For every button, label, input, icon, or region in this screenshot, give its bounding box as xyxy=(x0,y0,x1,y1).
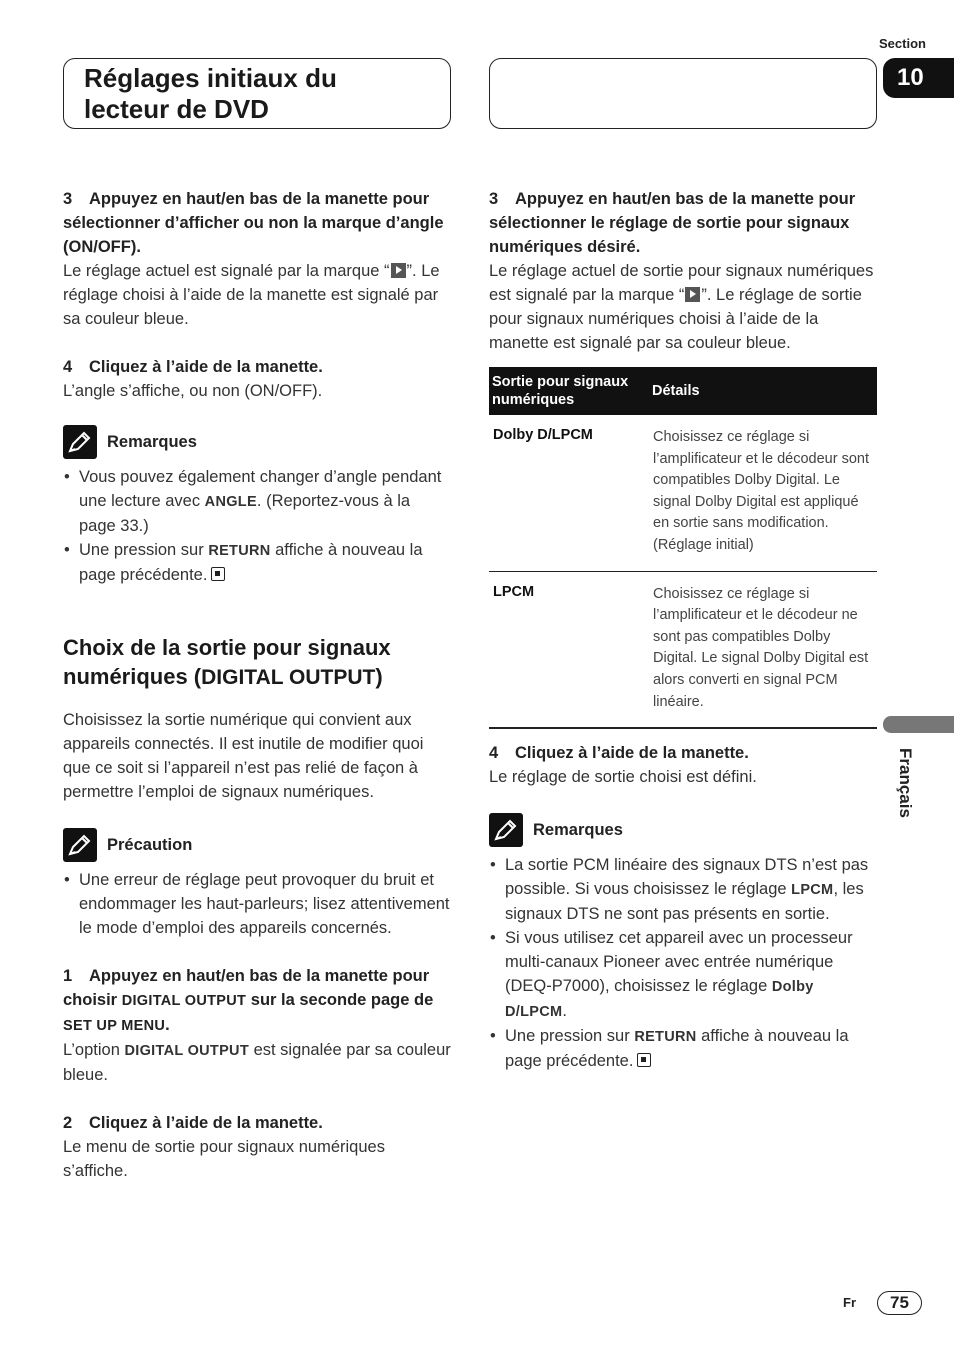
list-item: • Si vous utilisez cet appareil avec un processeur multi-canaux Pioneer avec entrée numérique (DEQ-P7000), choisissez le réglage Dolby D/LPCM. xyxy=(489,926,877,1024)
notes-header xyxy=(63,425,451,459)
step-1-heading: 1 Appuyez en haut/en bas de la manette pour choisir DIGITAL OUTPUT sur la seconde page de SET UP MENU. xyxy=(63,967,434,1034)
step-4-body: Le réglage de sortie choisi est défini. xyxy=(489,768,757,787)
language-tab xyxy=(883,716,954,733)
step-4-heading: 4 Cliquez à l’aide de la manette. xyxy=(489,744,749,763)
notes-title: Remarques xyxy=(107,432,197,451)
section-heading: Choix de la sortie pour signaux numériques (DIGITAL OUTPUT) xyxy=(63,635,391,689)
note-pencil-icon xyxy=(489,813,523,847)
language-label: Français xyxy=(896,748,915,818)
note-pencil-icon xyxy=(63,425,97,459)
section-label: Section xyxy=(879,36,926,51)
list-item: • Une pression sur RETURN affiche à nouveau la page précédente. xyxy=(489,1024,877,1073)
list-item: • Vous pouvez également changer d’angle pendant une lecture avec ANGLE. (Reportez-vous à la page 33.) xyxy=(63,465,451,538)
table-cell-detail: Choisissez ce réglage si l’amplificateur et le décodeur ne sont pas compatibles Dolby Digital. Le signal Dolby Digital est alors converti en signal PCM linéaire. xyxy=(649,571,877,728)
table-header-cell: Sortie pour signaux numériques xyxy=(489,367,649,415)
step-2-heading: 2 Cliquez à l’aide de la manette. xyxy=(63,1114,323,1132)
chapter-title-line2: lecteur de DVD xyxy=(84,94,269,124)
table-header-row xyxy=(489,367,877,415)
step-3-body: Le réglage actuel est signalé par la marque “ ”. Le réglage choisi à l’aide de la manette est signalé par sa couleur bleue. xyxy=(63,262,440,328)
section-number-tab: 10 xyxy=(883,58,954,98)
header-right-box xyxy=(489,58,877,129)
page-number: 75 xyxy=(877,1291,922,1315)
cursor-mark-icon xyxy=(685,287,700,302)
caution-header xyxy=(63,828,451,862)
notes-title: Remarques xyxy=(533,820,623,839)
digital-output-table xyxy=(489,367,877,729)
notes-list xyxy=(489,853,877,1073)
section-intro: Choisissez la sortie numérique qui convient aux appareils connectés. Il est inutile de modifier quoi que ce soit si l’appareil n’est pas relié de façon à permettre l’emploi de signaux numériques. xyxy=(63,711,424,801)
caution-title: Précaution xyxy=(107,835,193,854)
step-3-heading: 3 Appuyez en haut/en bas de la manette pour sélectionner le réglage de sortie pour signaux numériques désiré. xyxy=(489,190,856,256)
cursor-mark-icon xyxy=(391,263,406,278)
notes-header xyxy=(489,813,877,847)
table-header-cell: Détails xyxy=(649,367,877,415)
step-4-heading: 4 Cliquez à l’aide de la manette. xyxy=(63,358,323,376)
list-item: • Une erreur de réglage peut provoquer du bruit et endommager les haut-parleurs; lisez attentivement le mode d’emploi des appareils concernés. xyxy=(63,868,451,940)
notes-list xyxy=(63,465,451,587)
step-1-body: L’option DIGITAL OUTPUT est signalée par sa couleur bleue. xyxy=(63,1041,451,1084)
right-column xyxy=(489,187,877,1073)
table-cell-detail: Choisissez ce réglage si l’amplificateur et le décodeur sont compatibles Dolby Digital. Le signal Dolby Digital est appliqué en sortie sans modification. (Réglage initial) xyxy=(649,415,877,571)
note-pencil-icon xyxy=(63,828,97,862)
step-3-body: Le réglage actuel de sortie pour signaux numériques est signalé par la marque “ ”. Le réglage de sortie pour signaux numériques choisi à l’aide de la manette est signalé par sa couleur bleue. xyxy=(489,262,874,352)
chapter-title-line1: Réglages initiaux du xyxy=(84,63,337,93)
footer-lang-code: Fr xyxy=(843,1295,856,1310)
step-3-heading: 3 Appuyez en haut/en bas de la manette pour sélectionner d’afficher ou non la marque d’angle (ON/OFF). xyxy=(63,190,444,256)
table-row xyxy=(489,415,877,571)
chapter-title-box xyxy=(63,58,451,129)
list-item: • La sortie PCM linéaire des signaux DTS n’est pas possible. Si vous choisissez le réglage LPCM, les signaux DTS ne sont pas présents en sortie. xyxy=(489,853,877,926)
table-row xyxy=(489,571,877,728)
step-4-body: L’angle s’affiche, ou non (ON/OFF). xyxy=(63,382,323,400)
end-mark-icon xyxy=(637,1053,651,1067)
table-cell-key: LPCM xyxy=(489,571,649,728)
list-item: • Une pression sur RETURN affiche à nouveau la page précédente. xyxy=(63,538,451,587)
left-column xyxy=(63,187,451,1183)
end-mark-icon xyxy=(211,567,225,581)
caution-list xyxy=(63,868,451,940)
step-2-body: Le menu de sortie pour signaux numériques s’affiche. xyxy=(63,1138,385,1180)
table-cell-key: Dolby D/LPCM xyxy=(489,415,649,571)
